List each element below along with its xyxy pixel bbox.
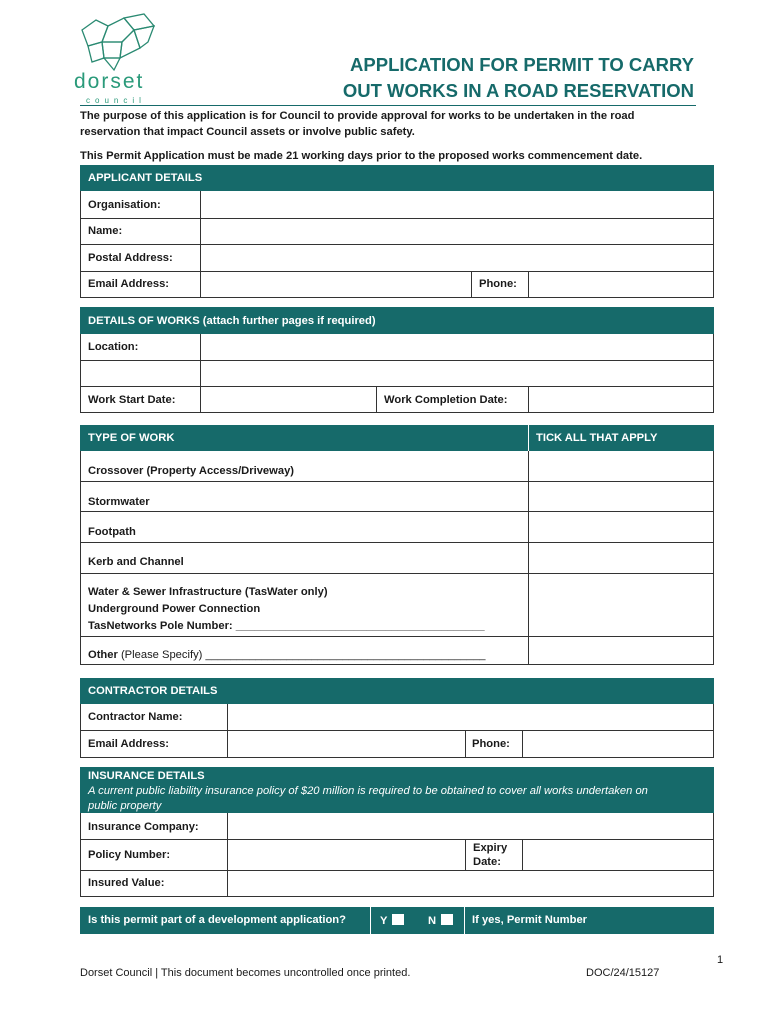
work-start-label: Work Start Date:	[88, 394, 176, 406]
insured-value-label: Insured Value:	[88, 877, 165, 889]
insurance-note-line-1: A current public liability insurance policy of $20 million is required to be obtained to cover all works undertaken on	[88, 785, 648, 797]
other-specify: (Please Specify)	[120, 649, 203, 661]
type-header: TYPE OF WORK	[80, 425, 528, 451]
logo-mark-icon	[74, 12, 164, 74]
intro-purpose-line-1: The purpose of this application is for Council to provide approval for works to be undertaken in the road	[80, 110, 635, 122]
page-title	[343, 52, 694, 104]
insurance-note-line-2: public property	[88, 800, 162, 812]
title-line-2: OUT WORKS IN A ROAD RESERVATION	[342, 80, 694, 101]
underground-power-label: Underground Power Connection	[88, 603, 261, 615]
postal-address-label: Postal Address:	[88, 252, 173, 264]
page-number: 1	[717, 954, 724, 966]
insured-value-field[interactable]	[228, 871, 713, 896]
logo-sub: council	[86, 96, 146, 105]
water-sewer-label: Water & Sewer Infrastructure (TasWater only)	[88, 586, 328, 598]
crossover-label: Crossover (Property Access/Driveway)	[88, 465, 295, 477]
expiry-date-label	[473, 841, 507, 869]
email-label: Email Address:	[88, 278, 170, 290]
insurance-header	[80, 767, 714, 813]
location-label: Location:	[88, 341, 139, 353]
contractor-phone-field[interactable]	[523, 731, 713, 757]
expiry-label-line-2: Date:	[473, 856, 501, 868]
pole-number-label: TasNetworks Pole Number: ________________________________________	[88, 620, 485, 632]
document-number: DOC/24/15127	[586, 967, 660, 979]
no-label: N	[428, 915, 437, 927]
organisation-field[interactable]	[201, 192, 713, 217]
work-completion-field[interactable]	[529, 387, 713, 412]
policy-number-field[interactable]	[228, 840, 464, 869]
works-header: DETAILS OF WORKS (attach further pages if required)	[80, 307, 714, 334]
location-field[interactable]	[201, 335, 713, 385]
water-power-tick[interactable]	[529, 574, 713, 635]
expiry-date-field[interactable]	[523, 840, 713, 869]
footer-text: Dorset Council | This document becomes uncontrolled once printed.	[80, 967, 411, 979]
other-row	[88, 649, 486, 661]
contractor-email-label: Email Address:	[88, 738, 170, 750]
contractor-header: CONTRACTOR DETAILS	[80, 678, 714, 704]
other-label: Other	[88, 649, 118, 661]
organisation-label: Organisation:	[88, 199, 161, 211]
intro-purpose	[80, 108, 700, 140]
insurance-title: INSURANCE DETAILS	[88, 770, 205, 782]
email-field[interactable]	[201, 272, 470, 297]
stormwater-tick[interactable]	[529, 482, 713, 510]
yes-checkbox-icon[interactable]	[392, 914, 404, 925]
no-checkbox-icon[interactable]	[441, 914, 453, 925]
yes-option[interactable]	[380, 914, 404, 927]
footpath-label: Footpath	[88, 526, 136, 538]
insurance-company-field[interactable]	[228, 814, 713, 838]
development-bar	[80, 907, 714, 938]
phone-label: Phone:	[479, 278, 517, 290]
contractor-name-field[interactable]	[228, 705, 713, 729]
other-tick[interactable]	[529, 637, 713, 664]
work-completion-label: Work Completion Date:	[384, 394, 508, 406]
kerb-label: Kerb and Channel	[88, 556, 184, 568]
title-underline	[80, 105, 696, 106]
logo-name: dorset	[74, 70, 145, 93]
stormwater-label: Stormwater	[88, 496, 150, 508]
yes-label: Y	[380, 915, 388, 927]
applicant-header: APPLICANT DETAILS	[80, 165, 714, 191]
contractor-email-field[interactable]	[228, 731, 464, 757]
title-line-1: APPLICATION FOR PERMIT TO CARRY	[350, 54, 694, 75]
intro-deadline: This Permit Application must be made 21 working days prior to the proposed works commencement date.	[80, 150, 643, 162]
dorset-council-logo	[74, 12, 164, 104]
phone-field[interactable]	[529, 272, 713, 297]
insurance-company-label: Insurance Company:	[88, 821, 199, 833]
postal-address-field[interactable]	[201, 245, 713, 270]
tick-header: TICK ALL THAT APPLY	[528, 425, 714, 451]
intro-purpose-line-2: reservation that impact Council assets or involve public safety.	[80, 126, 415, 138]
kerb-tick[interactable]	[529, 543, 713, 572]
work-start-field[interactable]	[201, 387, 375, 412]
crossover-tick[interactable]	[529, 452, 713, 480]
policy-number-label: Policy Number:	[88, 849, 171, 861]
development-question: Is this permit part of a development application?	[88, 914, 346, 926]
name-label: Name:	[88, 225, 123, 237]
footpath-tick[interactable]	[529, 512, 713, 541]
expiry-label-line-1: Expiry	[473, 842, 508, 854]
contractor-name-label: Contractor Name:	[88, 711, 183, 723]
contractor-phone-label: Phone:	[472, 738, 510, 750]
other-line: _____________________________________________	[205, 649, 486, 661]
no-option[interactable]	[428, 914, 453, 927]
permit-number[interactable]: If yes, Permit Number ____________________	[472, 914, 597, 938]
name-field[interactable]	[201, 219, 713, 243]
